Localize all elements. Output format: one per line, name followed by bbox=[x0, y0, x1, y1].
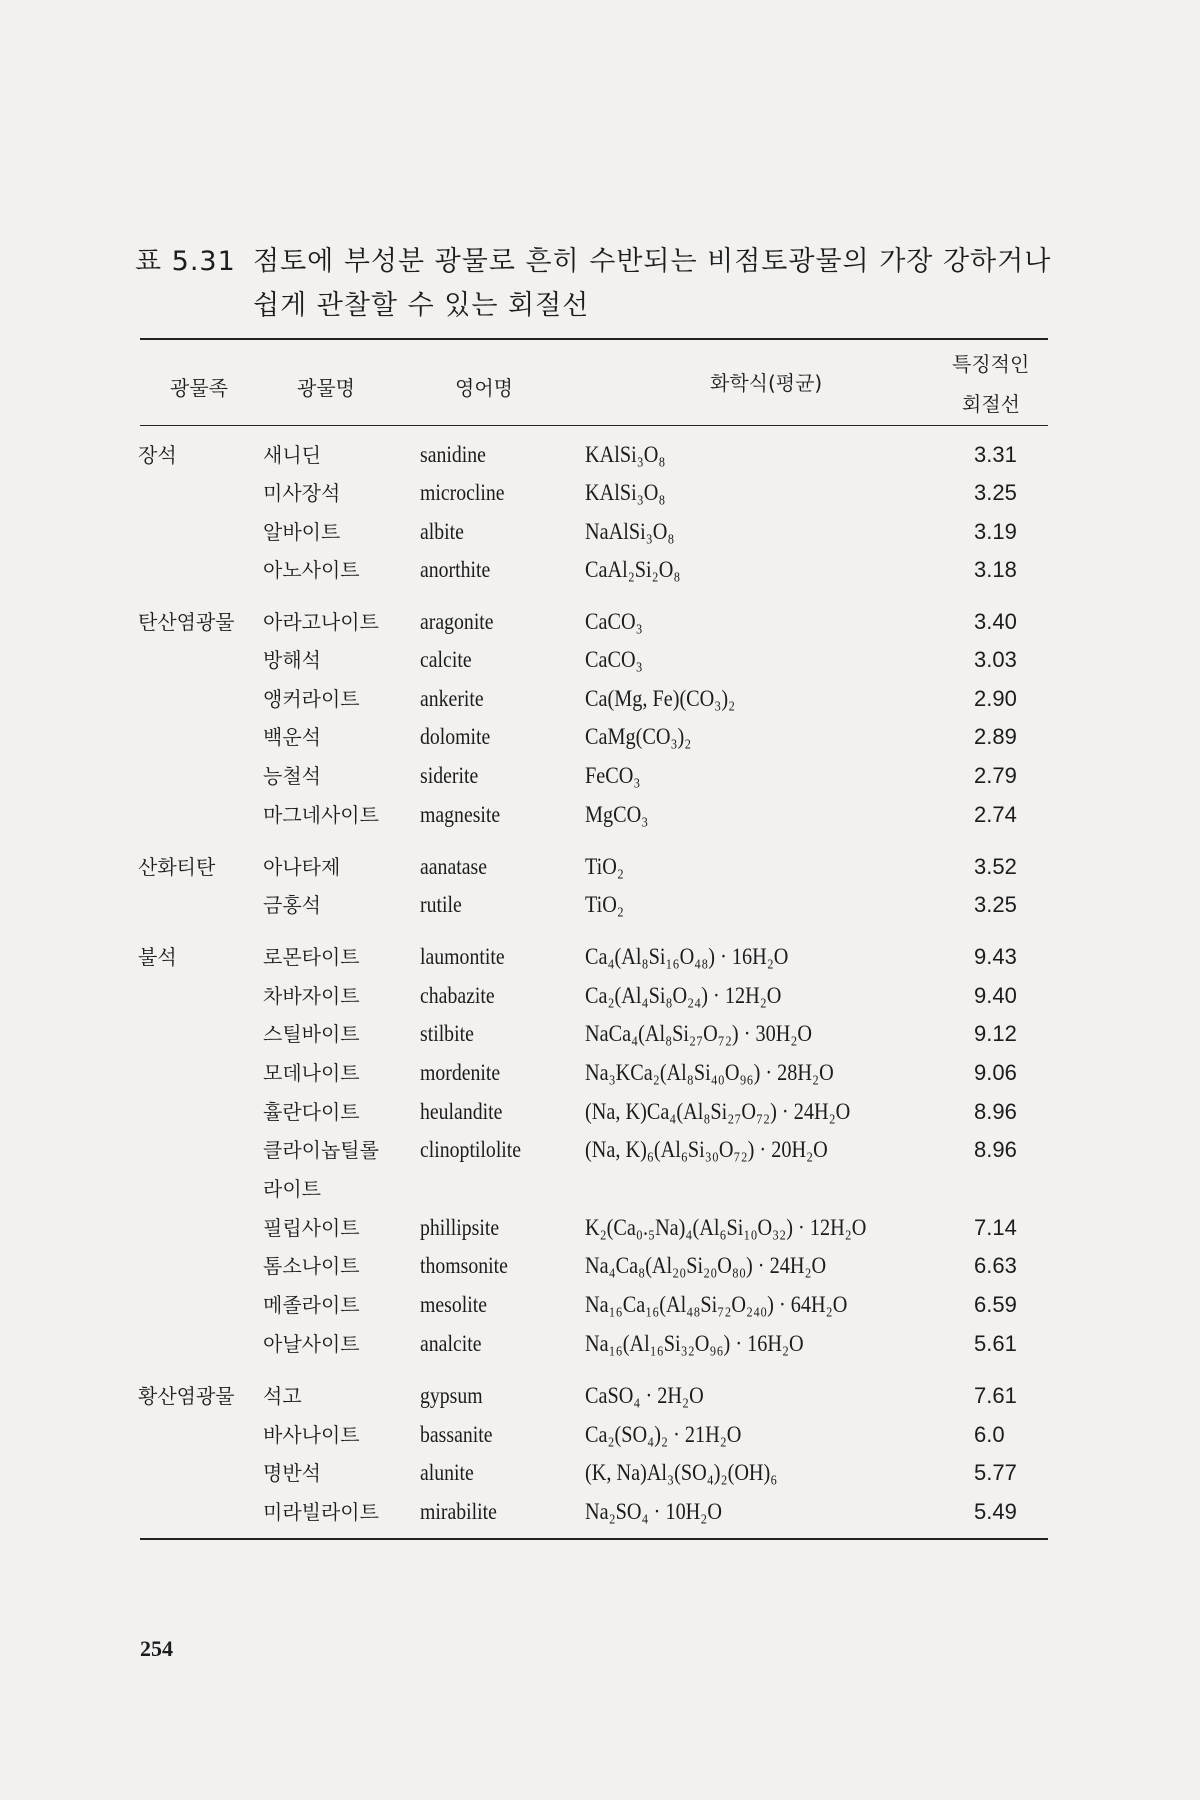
table-bottom-rule bbox=[140, 1538, 1048, 1540]
mineral-english-name: microcline bbox=[420, 480, 505, 505]
mineral-korean-name: 스틸바이트 bbox=[263, 1022, 360, 1046]
mineral-english-name: gypsum bbox=[420, 1383, 483, 1408]
caption-line-2: 쉽게 관찰할 수 있는 회절선 bbox=[253, 290, 590, 321]
mineral-korean-name: 라이트 bbox=[263, 1177, 321, 1201]
row-group-label: 탄산염광물 bbox=[138, 610, 235, 634]
chemical-formula: Na₄Ca₈(Al₂₀Si₂₀O₈₀) · 24H₂O bbox=[585, 1253, 827, 1278]
header-d-spacing-line-2: 회절선 bbox=[962, 392, 1020, 416]
diffraction-line-value: 3.03 bbox=[974, 647, 1017, 672]
header-rule bbox=[140, 425, 1048, 426]
chemical-formula: (Na, K)Ca₄(Al₈Si₂₇O₇₂) · 24H₂O bbox=[585, 1099, 851, 1124]
caption-line-1: 점토에 부성분 광물로 흔히 수반되는 비점토광물의 가장 강하거나 bbox=[253, 246, 1052, 277]
mineral-english-name: mesolite bbox=[420, 1292, 488, 1317]
row-group-label: 장석 bbox=[138, 443, 177, 467]
mineral-korean-name: 아노사이트 bbox=[263, 558, 360, 582]
mineral-korean-name: 모데나이트 bbox=[263, 1061, 360, 1085]
mineral-korean-name: 아나타제 bbox=[263, 855, 341, 879]
mineral-english-name: mordenite bbox=[420, 1060, 501, 1085]
diffraction-line-value: 7.14 bbox=[974, 1215, 1017, 1240]
diffraction-line-value: 5.77 bbox=[974, 1460, 1017, 1485]
mineral-english-name: aragonite bbox=[420, 609, 494, 634]
mineral-korean-name: 새니딘 bbox=[263, 443, 321, 467]
diffraction-line-value: 3.31 bbox=[974, 442, 1017, 467]
mineral-english-name: mirabilite bbox=[420, 1499, 497, 1524]
mineral-korean-name: 금홍석 bbox=[263, 893, 321, 917]
mineral-english-name: rutile bbox=[420, 892, 462, 917]
mineral-english-name: laumontite bbox=[420, 944, 505, 969]
diffraction-line-value: 8.96 bbox=[974, 1137, 1017, 1162]
diffraction-line-value: 9.40 bbox=[974, 983, 1017, 1008]
chemical-formula: CaMg(CO₃)₂ bbox=[585, 724, 692, 749]
table-label: 표 5.31 bbox=[135, 246, 236, 277]
mineral-korean-name: 석고 bbox=[263, 1384, 302, 1408]
mineral-english-name: heulandite bbox=[420, 1099, 503, 1124]
mineral-english-name: sanidine bbox=[420, 442, 486, 467]
chemical-formula: CaCO₃ bbox=[585, 647, 643, 672]
diffraction-line-value: 2.90 bbox=[974, 686, 1017, 711]
mineral-korean-name: 앵커라이트 bbox=[263, 687, 360, 711]
diffraction-line-value: 2.79 bbox=[974, 763, 1017, 788]
chemical-formula: CaCO₃ bbox=[585, 609, 643, 634]
mineral-english-name: phillipsite bbox=[420, 1215, 500, 1240]
diffraction-line-value: 3.19 bbox=[974, 519, 1017, 544]
chemical-formula: Na₁₆(Al₁₆Si₃₂O₉₆) · 16H₂O bbox=[585, 1331, 804, 1356]
chemical-formula: KAlSi₃O₈ bbox=[585, 480, 666, 505]
chemical-formula: MgCO₃ bbox=[585, 802, 649, 827]
mineral-korean-name: 방해석 bbox=[263, 648, 321, 672]
diffraction-line-value: 2.89 bbox=[974, 724, 1017, 749]
header-english-name: 영어명 bbox=[455, 376, 513, 400]
mineral-korean-name: 능철석 bbox=[263, 764, 321, 788]
mineral-english-name: dolomite bbox=[420, 724, 491, 749]
mineral-english-name: anorthite bbox=[420, 557, 491, 582]
diffraction-line-value: 9.12 bbox=[974, 1021, 1017, 1046]
diffraction-line-value: 3.52 bbox=[974, 854, 1017, 879]
mineral-english-name: clinoptilolite bbox=[420, 1137, 522, 1162]
header-korean-name: 광물명 bbox=[297, 376, 355, 400]
chemical-formula: KAlSi₃O₈ bbox=[585, 442, 666, 467]
diffraction-line-value: 3.18 bbox=[974, 557, 1017, 582]
mineral-english-name: magnesite bbox=[420, 802, 501, 827]
mineral-korean-name: 마그네사이트 bbox=[263, 803, 379, 827]
mineral-english-name: analcite bbox=[420, 1331, 482, 1356]
diffraction-line-value: 6.63 bbox=[974, 1253, 1017, 1278]
diffraction-line-value: 3.25 bbox=[974, 480, 1017, 505]
diffraction-line-value: 5.61 bbox=[974, 1331, 1017, 1356]
diffraction-line-value: 5.49 bbox=[974, 1499, 1017, 1524]
mineral-english-name: thomsonite bbox=[420, 1253, 508, 1278]
mineral-korean-name: 차바자이트 bbox=[263, 984, 360, 1008]
mineral-english-name: stilbite bbox=[420, 1021, 474, 1046]
chemical-formula: Ca₂(Al₄Si₈O₂₄) · 12H₂O bbox=[585, 983, 782, 1008]
chemical-formula: CaAl₂Si₂O₈ bbox=[585, 557, 681, 582]
mineral-english-name: albite bbox=[420, 519, 464, 544]
row-group-label: 산화티탄 bbox=[138, 855, 216, 879]
chemical-formula: NaAlSi₃O₈ bbox=[585, 519, 675, 544]
header-formula: 화학식(평균) bbox=[710, 371, 823, 395]
mineral-english-name: calcite bbox=[420, 647, 472, 672]
chemical-formula: (K, Na)Al₃(SO₄)₂(OH)₆ bbox=[585, 1460, 778, 1485]
diffraction-line-value: 7.61 bbox=[974, 1383, 1017, 1408]
diffraction-line-value: 3.40 bbox=[974, 609, 1017, 634]
mineral-korean-name: 휼란다이트 bbox=[263, 1100, 360, 1124]
diffraction-line-value: 2.74 bbox=[974, 802, 1017, 827]
diffraction-line-value: 6.0 bbox=[974, 1422, 1005, 1447]
chemical-formula: (Na, K)₆(Al₆Si₃₀O₇₂) · 20H₂O bbox=[585, 1137, 828, 1162]
mineral-english-name: alunite bbox=[420, 1460, 474, 1485]
chemical-formula: K₂(Ca₀.₅Na)₄(Al₆Si₁₀O₃₂) · 12H₂O bbox=[585, 1215, 867, 1240]
mineral-english-name: bassanite bbox=[420, 1422, 493, 1447]
mineral-korean-name: 클라이놉틸롤 bbox=[263, 1138, 379, 1162]
row-group-label: 불석 bbox=[138, 945, 177, 969]
mineral-korean-name: 로몬타이트 bbox=[263, 945, 360, 969]
mineral-english-name: aanatase bbox=[420, 854, 487, 879]
diffraction-line-value: 3.25 bbox=[974, 892, 1017, 917]
diffraction-line-value: 9.43 bbox=[974, 944, 1017, 969]
chemical-formula: Ca(Mg, Fe)(CO₃)₂ bbox=[585, 686, 736, 711]
chemical-formula: FeCO₃ bbox=[585, 763, 641, 788]
header-group: 광물족 bbox=[170, 376, 228, 400]
diffraction-line-value: 6.59 bbox=[974, 1292, 1017, 1317]
chemical-formula: Na₂SO₄ · 10H₂O bbox=[585, 1499, 722, 1524]
mineral-korean-name: 알바이트 bbox=[263, 520, 341, 544]
mineral-english-name: ankerite bbox=[420, 686, 484, 711]
mineral-korean-name: 미사장석 bbox=[263, 481, 341, 505]
mineral-korean-name: 아라고나이트 bbox=[263, 610, 379, 634]
chemical-formula: Ca₂(SO₄)₂ · 21H₂O bbox=[585, 1422, 742, 1447]
table-top-rule bbox=[140, 338, 1048, 340]
mineral-korean-name: 톰소나이트 bbox=[263, 1254, 360, 1278]
row-group-label: 황산염광물 bbox=[138, 1384, 235, 1408]
mineral-english-name: chabazite bbox=[420, 983, 495, 1008]
mineral-english-name: siderite bbox=[420, 763, 479, 788]
mineral-korean-name: 명반석 bbox=[263, 1461, 321, 1485]
chemical-formula: Na₁₆Ca₁₆(Al₄₈Si₇₂O₂₄₀) · 64H₂O bbox=[585, 1292, 848, 1317]
chemical-formula: TiO₂ bbox=[585, 892, 624, 917]
chemical-formula: Na₃KCa₂(Al₈Si₄₀O₉₆) · 28H₂O bbox=[585, 1060, 834, 1085]
mineral-korean-name: 바사나이트 bbox=[263, 1423, 360, 1447]
diffraction-line-value: 9.06 bbox=[974, 1060, 1017, 1085]
mineral-korean-name: 필립사이트 bbox=[263, 1216, 360, 1240]
mineral-korean-name: 백운석 bbox=[263, 725, 321, 749]
chemical-formula: NaCa₄(Al₈Si₂₇O₇₂) · 30H₂O bbox=[585, 1021, 813, 1046]
chemical-formula: TiO₂ bbox=[585, 854, 624, 879]
diffraction-line-value: 8.96 bbox=[974, 1099, 1017, 1124]
mineral-korean-name: 메졸라이트 bbox=[263, 1293, 360, 1317]
mineral-korean-name: 미라빌라이트 bbox=[263, 1500, 379, 1524]
mineral-korean-name: 아날사이트 bbox=[263, 1332, 360, 1356]
chemical-formula: CaSO₄ · 2H₂O bbox=[585, 1383, 704, 1408]
chemical-formula: Ca₄(Al₈Si₁₆O₄₈) · 16H₂O bbox=[585, 944, 789, 969]
page-number: 254 bbox=[140, 1636, 173, 1661]
header-d-spacing-line-1: 특징적인 bbox=[952, 352, 1030, 376]
